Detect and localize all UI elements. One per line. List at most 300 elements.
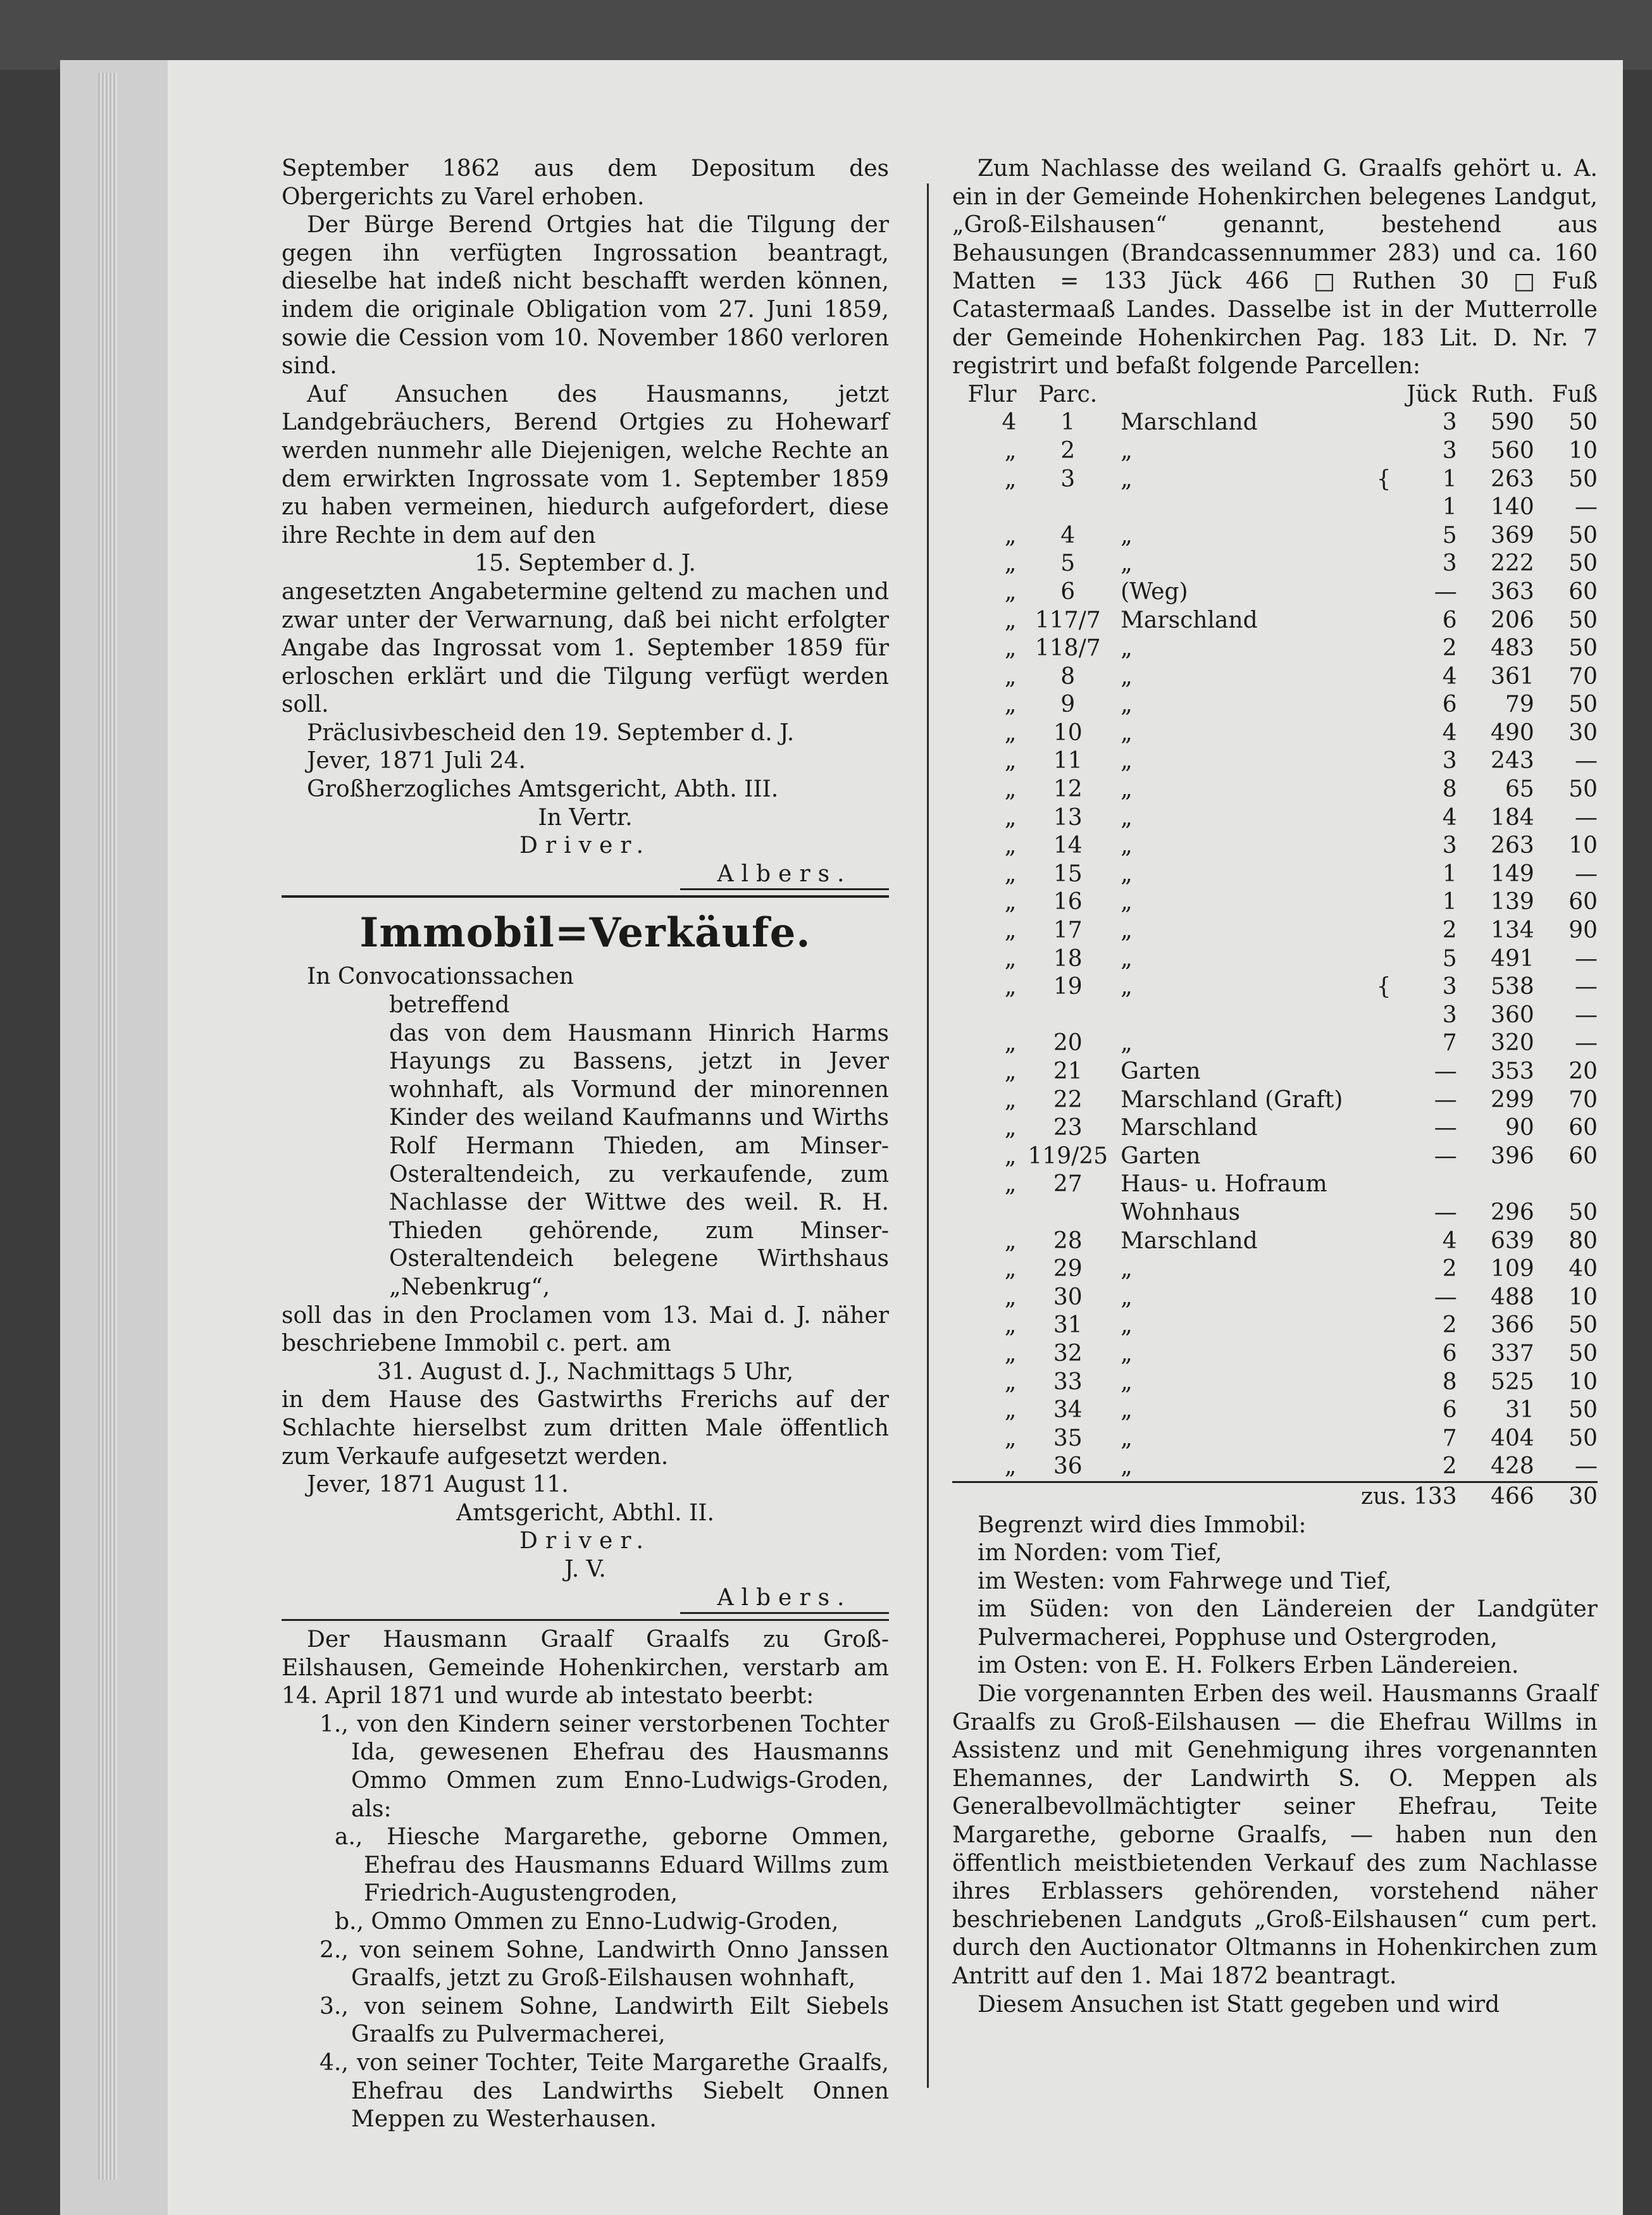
cell-fuss: 10 — [1568, 1284, 1598, 1310]
cell-ruth: 590 — [1491, 409, 1534, 436]
cell-parc: 18 — [1053, 945, 1083, 972]
cell-fuss: 10 — [1568, 437, 1598, 464]
cell-juck: 6 — [1442, 1340, 1457, 1367]
cell-fuss: — — [1575, 974, 1598, 1000]
cell-desc: „ — [1121, 889, 1133, 915]
cell-brace — [1361, 1453, 1407, 1482]
section-rule — [282, 1619, 889, 1621]
cell-desc: „ — [1121, 1453, 1133, 1480]
parcel-row — [952, 917, 1598, 945]
cell-brace — [1361, 663, 1407, 692]
cell-fuss: 10 — [1568, 833, 1598, 859]
cell-flur: „ — [1004, 776, 1017, 803]
deadline-date: 15. September d. J. — [475, 550, 696, 577]
parcel-row — [952, 973, 1598, 1002]
cell-parc: 31 — [1053, 1312, 1083, 1339]
cell-brace: { — [1376, 974, 1391, 1000]
parcel-table-header — [952, 381, 1598, 409]
parcel-row — [952, 1029, 1598, 1058]
cell-desc: „ — [1121, 1340, 1133, 1367]
text-para: Der Bürge Berend Ortgies hat die Tilgung der gegen ihn verfügten Ingrossation beantragt, dieselbe hat indeß nicht beschafft werden können, indem die originale Obligation vom 27. Juni 1859, sowie die Cession vom 10. November 1860 verloren sind. — [282, 212, 889, 380]
cell-juck: 8 — [1442, 1368, 1457, 1395]
heir-item-number: 2., — [320, 1937, 349, 1963]
heirs-para: Die vorgenannten Erben des weil. Hausmanns Graalf Graalfs zu Groß-Eilshausen — die Ehefrau Willms in Assistenz und mit Genehmigung ihres vorgenannten Ehemannes, der Landwirth S. O. Meppen als Generalbevollmächtigter seiner Ehefrau, Teite Margarethe, geborne Graalfs, — haben nun den öffentlich meistbietenden Verkauf des zum Nachlasse ihres Erblassers gehörenden, vorstehend näher beschriebenen Landguts „Groß-Eilshausen“ cum pert. durch den Auctionator Oltmanns in Hohenkirchen zum Antritt auf den 1. Mai 1872 beantragt. — [952, 1681, 1598, 1989]
cell-fuss: 80 — [1568, 1227, 1598, 1254]
cell-fuss: 10 — [1568, 1368, 1598, 1395]
heir-item-text: Hiesche Margarethe, geborne Ommen, Ehefrau des Hausmanns Eduard Willms zum Friedrich-Augustengroden, — [364, 1824, 889, 1907]
cell-parc: 32 — [1053, 1340, 1083, 1367]
cell-ruth: 491 — [1491, 945, 1534, 972]
cell-parc — [1028, 1199, 1108, 1227]
parcel-row — [952, 1199, 1598, 1227]
cell-flur: „ — [1004, 692, 1017, 718]
text-para: Auf Ansuchen des Hausmanns, jetzt Landgebräuchers, Berend Ortgies zu Hohewarf werden nunmehr alle Diejenigen, welche Rechte an dem erwirkten Ingrossate vom 1. September 1859 zu haben vermeinen, hiedurch aufgefordert, diese ihre Rechte in dem auf den — [282, 381, 889, 549]
parcel-row — [952, 691, 1598, 719]
cell-brace — [1361, 409, 1407, 437]
parcel-row — [952, 1284, 1598, 1312]
cell-juck: 4 — [1442, 804, 1457, 831]
cell-desc: „ — [1121, 1256, 1133, 1282]
cell-ruth: 140 — [1491, 494, 1534, 521]
cell-brace — [1361, 1425, 1407, 1453]
cell-fuss: — — [1575, 1030, 1598, 1057]
cell-fuss: 50 — [1568, 1397, 1598, 1424]
page-edges — [98, 73, 117, 2180]
bound-south: im Süden: von den Ländereien der Landgüter Pulvermacherei, Popphuse und Ostergroden, — [978, 1596, 1598, 1651]
cell-parc: 21 — [1053, 1058, 1083, 1084]
cell-juck: 4 — [1442, 1227, 1457, 1254]
cell-ruth: 525 — [1491, 1368, 1534, 1395]
cell-flur: „ — [1004, 945, 1017, 972]
col-flur: Flur — [967, 381, 1017, 407]
cell-flur: „ — [1004, 1284, 1017, 1310]
parcel-row — [952, 1340, 1598, 1368]
cell-juck: 3 — [1442, 974, 1457, 1000]
cell-ruth: 263 — [1491, 833, 1534, 859]
cell-flur: „ — [1004, 1086, 1017, 1113]
cell-parc: 8 — [1060, 663, 1076, 690]
cell-ruth: 320 — [1491, 1030, 1534, 1057]
cell-desc — [1108, 493, 1361, 522]
heir-item-text: Ommo Ommen zu Enno-Ludwig-Groden, — [371, 1909, 839, 1935]
cell-flur: „ — [1004, 1227, 1017, 1254]
cell-ruth: 31 — [1505, 1397, 1534, 1424]
cell-desc: „ — [1121, 860, 1133, 887]
cell-ruth: 206 — [1491, 607, 1534, 633]
cell-flur: „ — [1004, 748, 1017, 774]
cell-ruth: 149 — [1491, 860, 1534, 887]
cell-ruth: 360 — [1491, 1002, 1534, 1028]
cell-fuss: 40 — [1568, 1256, 1598, 1282]
cell-fuss: 50 — [1568, 776, 1598, 803]
cell-juck: — — [1434, 1086, 1457, 1113]
cell-flur: „ — [1004, 466, 1017, 492]
parcel-row — [952, 466, 1598, 494]
cell-ruth: 90 — [1505, 1115, 1534, 1141]
cell-desc: „ — [1121, 1312, 1133, 1339]
cell-brace — [1361, 437, 1407, 466]
cell-juck: 1 — [1442, 889, 1457, 915]
heir-item-text: von seinem Sohne, Landwirth Onno Janssen Graalfs, jetzt zu Groß-Eilshausen wohnhaft, — [351, 1937, 889, 1992]
cell-brace — [1361, 888, 1407, 917]
cell-fuss: 50 — [1568, 466, 1598, 492]
sale-sig-driver: Driver. — [519, 1528, 651, 1554]
heir-item — [282, 1993, 889, 2049]
cell-juck: 8 — [1442, 776, 1457, 803]
cell-fuss: — — [1575, 860, 1598, 887]
cell-fuss: — — [1575, 945, 1598, 972]
parcel-row — [952, 860, 1598, 889]
parcel-row — [952, 832, 1598, 860]
cell-ruth: 296 — [1491, 1199, 1534, 1225]
parcel-row — [952, 1170, 1598, 1199]
cell-ruth: 222 — [1491, 550, 1534, 577]
parcel-row — [952, 1312, 1598, 1340]
cell-desc: „ — [1121, 974, 1133, 1000]
cell-brace — [1361, 917, 1407, 945]
signature-driver: Driver. — [519, 833, 651, 859]
cell-juck: 7 — [1442, 1425, 1457, 1451]
cell-desc: „ — [1121, 635, 1133, 662]
cell-desc: „ — [1121, 1425, 1133, 1451]
cell-brace — [1361, 1396, 1407, 1425]
cell-desc: „ — [1121, 1284, 1133, 1310]
cell-juck: — — [1434, 1199, 1457, 1225]
parcel-row — [952, 409, 1598, 437]
col-desc — [1108, 381, 1361, 409]
cell-fuss: 60 — [1568, 1115, 1598, 1141]
cell-desc: „ — [1121, 692, 1133, 718]
cell-parc: 20 — [1053, 1030, 1083, 1057]
col-parc: Parc. — [1038, 381, 1098, 407]
cell-juck: 2 — [1442, 1453, 1457, 1480]
cell-desc: Marschland — [1121, 1115, 1258, 1141]
cell-flur: 4 — [1002, 409, 1017, 436]
cell-parc: 36 — [1053, 1453, 1083, 1480]
cell-flur: „ — [1004, 1453, 1017, 1480]
cell-brace — [1361, 1368, 1407, 1397]
cell-ruth: 139 — [1491, 889, 1534, 915]
cell-brace — [1361, 1227, 1407, 1256]
cell-parc: 119/25 — [1028, 1143, 1109, 1169]
cell-desc: „ — [1121, 522, 1133, 549]
cell-desc: „ — [1121, 945, 1133, 972]
cell-parc: 17 — [1053, 917, 1083, 944]
parcel-total-row — [952, 1482, 1598, 1511]
cell-flur: „ — [1004, 804, 1017, 831]
heir-list — [282, 1711, 889, 2134]
parcel-row — [952, 776, 1598, 804]
cell-parc: 29 — [1053, 1256, 1083, 1282]
parcel-row — [952, 1453, 1598, 1482]
text-para: Präclusivbescheid den 19. September d. J. — [307, 719, 795, 746]
cell-fuss: — — [1575, 1002, 1598, 1028]
col-brace — [1361, 381, 1407, 409]
section-title: Immobil=Verkäufe. — [359, 909, 811, 957]
bound-north: im Norden: vom Tief, — [978, 1540, 1222, 1567]
cell-brace — [1361, 1255, 1407, 1284]
cell-ruth: 404 — [1491, 1425, 1534, 1451]
cell-flur: „ — [1004, 1058, 1017, 1084]
cell-flur: „ — [1004, 1030, 1017, 1057]
cell-parc: 33 — [1053, 1368, 1083, 1395]
cell-ruth: 184 — [1491, 804, 1534, 831]
cell-brace — [1361, 550, 1407, 578]
cell-parc — [1028, 493, 1108, 522]
cell-fuss: 30 — [1568, 719, 1598, 746]
cell-flur: „ — [1004, 860, 1017, 887]
parcel-row — [952, 1368, 1598, 1397]
cell-parc: 13 — [1053, 804, 1083, 831]
cell-desc: „ — [1121, 663, 1133, 690]
cell-brace — [1361, 578, 1407, 607]
cell-fuss: 50 — [1568, 550, 1598, 577]
cell-brace — [1361, 832, 1407, 860]
cell-flur: „ — [1004, 1425, 1017, 1451]
cell-juck: — — [1434, 1284, 1457, 1310]
cell-flur: „ — [1004, 1312, 1017, 1339]
cell-parc: 34 — [1053, 1397, 1083, 1424]
sale-sig-jv: J. V. — [564, 1556, 606, 1582]
cell-fuss — [1534, 1170, 1598, 1199]
parcel-row — [952, 1255, 1598, 1284]
heir-item-number: 1., — [320, 1711, 349, 1737]
cell-juck: 2 — [1442, 917, 1457, 944]
cell-fuss: 90 — [1568, 917, 1598, 944]
cell-fuss: 50 — [1568, 522, 1598, 549]
cell-parc: 27 — [1053, 1171, 1083, 1198]
cell-flur: „ — [1004, 522, 1017, 549]
sale-text2: in dem Hause des Gastwirths Frerichs auf der Schlachte hierselbst zum dritten Male öffentlich zum Verkaufe aufgesetzt werden. — [282, 1387, 889, 1470]
cell-brace — [1361, 1058, 1407, 1086]
cell-fuss: 50 — [1568, 1312, 1598, 1339]
total-fuss: 30 — [1534, 1482, 1598, 1511]
cell-fuss: 50 — [1568, 1340, 1598, 1367]
cell-brace — [1361, 1170, 1407, 1199]
cell-brace — [1361, 1086, 1407, 1115]
cell-flur — [952, 493, 1028, 522]
cell-brace — [1361, 1284, 1407, 1312]
sale-date: 31. August d. J., Nachmittags 5 Uhr, — [376, 1358, 794, 1385]
signature-note: In Vertr. — [538, 804, 633, 831]
cell-ruth: 538 — [1491, 974, 1534, 1000]
cell-ruth: 366 — [1491, 1312, 1534, 1339]
parcel-row — [952, 1002, 1598, 1030]
cell-flur: „ — [1004, 1115, 1017, 1141]
cell-juck: 3 — [1442, 550, 1457, 577]
cell-ruth: 488 — [1491, 1284, 1534, 1310]
cell-juck: 1 — [1442, 860, 1457, 887]
cell-juck: 4 — [1442, 719, 1457, 746]
parcel-row — [952, 607, 1598, 635]
cell-brace — [1361, 1199, 1407, 1227]
cell-parc: 16 — [1053, 889, 1083, 915]
sale-place: Jever, 1871 August 11. — [307, 1472, 569, 1498]
cell-parc: 12 — [1053, 776, 1083, 803]
cell-ruth: 134 — [1491, 917, 1534, 944]
cell-desc: „ — [1121, 719, 1133, 746]
cell-desc: „ — [1121, 437, 1133, 464]
heir-item — [282, 1823, 889, 1908]
cell-brace — [1361, 522, 1407, 550]
cell-fuss: — — [1575, 1453, 1598, 1480]
parcel-row — [952, 1143, 1598, 1171]
cell-flur: „ — [1004, 1143, 1017, 1169]
cell-brace — [1361, 1312, 1407, 1340]
parcel-row — [952, 1227, 1598, 1256]
cell-desc: „ — [1121, 917, 1133, 944]
cell-parc: 15 — [1053, 860, 1083, 887]
bound-east: im Osten: von E. H. Folkers Erben Ländereien. — [978, 1653, 1519, 1679]
cell-brace — [1361, 493, 1407, 522]
cell-ruth: 109 — [1491, 1256, 1534, 1282]
cell-brace — [1361, 1340, 1407, 1368]
parcel-row — [952, 1086, 1598, 1115]
cell-juck: 3 — [1442, 437, 1457, 464]
cell-desc: „ — [1121, 1368, 1133, 1395]
parcel-row — [952, 719, 1598, 748]
cell-parc: 10 — [1053, 719, 1083, 746]
cell-flur: „ — [1004, 635, 1017, 662]
cell-parc: 3 — [1060, 466, 1076, 492]
cell-brace — [1361, 691, 1407, 719]
cell-brace — [1361, 607, 1407, 635]
cell-ruth: 560 — [1491, 437, 1534, 464]
cell-parc: 11 — [1053, 748, 1083, 774]
cell-flur: „ — [1004, 1256, 1017, 1282]
cell-desc: Wohnhaus — [1121, 1199, 1240, 1225]
cell-brace — [1361, 804, 1407, 833]
sale-body: das von dem Hausmann Hinrich Harms Hayungs zu Bassens, jetzt in Jever wohnhaft, als Vormund der minorennen Kinder des weiland Kaufmanns und Wirths Rolf Hermann Thieden, am Minser-Osteraltendeich, zu verkaufende, zum Nachlasse der Wittwe des weil. R. H. Thieden gehörende, zum Minser-Osteraltendeich belegene Wirthshaus „Nebenkrug“, — [389, 1020, 889, 1300]
cell-flur: „ — [1004, 1340, 1017, 1367]
cell-fuss: 60 — [1568, 578, 1598, 605]
parcel-row — [952, 1396, 1598, 1425]
cell-juck: 5 — [1442, 945, 1457, 972]
left-column — [282, 155, 889, 2134]
sale-text: soll das in den Proclamen vom 13. Mai d. J. näher beschriebene Immobil c. pert. am — [282, 1302, 889, 1357]
cell-ruth: 353 — [1491, 1058, 1534, 1084]
cell-ruth: 263 — [1491, 466, 1534, 492]
cell-fuss: — — [1575, 494, 1598, 521]
cell-juck: 3 — [1442, 1002, 1457, 1028]
cell-ruth: 361 — [1491, 663, 1534, 690]
estate-intro: Zum Nachlasse des weiland G. Graalfs gehört u. A. ein in der Gemeinde Hohenkirchen belegenes Landgut, „Groß-Eilshausen“ genannt, bestehend aus Behausungen (Brandcassennummer 283) und ca. 160 Matten = 133 Jück 466 □Ruthen 30 □Fuß Catastermaaß Landes. Dasselbe ist in der Mutterrolle der Gemeinde Hohenkirchen Pag. 183 Lit. D. Nr. 7 registrirt und befaßt folgende Parcellen: — [952, 156, 1598, 380]
col-ruth: Ruth. — [1471, 381, 1534, 407]
cell-parc: 9 — [1060, 692, 1076, 718]
parcel-row — [952, 663, 1598, 692]
cell-juck: 2 — [1442, 1312, 1457, 1339]
cell-juck: — — [1434, 1058, 1457, 1084]
cell-desc: „ — [1121, 804, 1133, 831]
heir-item — [282, 2049, 889, 2134]
cell-fuss: 20 — [1568, 1058, 1598, 1084]
column-divider — [927, 183, 929, 2088]
cell-brace — [1361, 1143, 1407, 1171]
cell-desc: „ — [1121, 550, 1133, 577]
col-juck: Jück — [1407, 381, 1457, 407]
cell-desc: Marschland — [1121, 409, 1258, 436]
parcel-row — [952, 1114, 1598, 1143]
cell-flur: „ — [1004, 719, 1017, 746]
cell-juck: — — [1434, 1115, 1457, 1141]
cell-desc: Marschland — [1121, 607, 1258, 633]
text-para: September 1862 aus dem Depositum des Obergerichts zu Varel erhoben. — [282, 156, 889, 210]
cell-fuss: 50 — [1568, 692, 1598, 718]
cell-flur: „ — [1004, 974, 1017, 1000]
cell-desc: „ — [1121, 776, 1133, 803]
cell-fuss: — — [1575, 748, 1598, 774]
cell-ruth: 396 — [1491, 1143, 1534, 1169]
heir-item-number: b., — [335, 1909, 364, 1935]
cell-brace — [1361, 719, 1407, 748]
place-date: Jever, 1871 Juli 24. — [307, 748, 526, 774]
cell-juck: 3 — [1442, 748, 1457, 774]
parcel-row — [952, 1058, 1598, 1086]
cell-juck: 7 — [1442, 1030, 1457, 1057]
heir-item-number: a., — [335, 1824, 363, 1851]
cell-fuss: 50 — [1568, 409, 1598, 436]
cell-juck: 6 — [1442, 607, 1457, 633]
total-juck: 133 — [1407, 1482, 1457, 1511]
cell-flur — [952, 1199, 1028, 1227]
cell-desc: Haus- u. Hofraum — [1121, 1171, 1327, 1198]
last-line: Diesem Ansuchen ist Statt gegeben und wird — [978, 1991, 1500, 2018]
cell-brace — [1361, 860, 1407, 889]
cell-parc: 5 — [1060, 550, 1076, 577]
bounded-heading: Begrenzt wird dies Immobil: — [978, 1511, 1307, 1538]
cell-ruth: 337 — [1491, 1340, 1534, 1367]
cell-fuss: 60 — [1568, 1143, 1598, 1169]
cell-juck: 4 — [1442, 663, 1457, 690]
cell-brace — [1361, 776, 1407, 804]
signature-albers: Albers. — [680, 860, 889, 891]
parcel-row — [952, 437, 1598, 466]
sale-court: Amtsgericht, Abthl. II. — [456, 1499, 714, 1526]
heir-item-number: 3., — [320, 1993, 349, 2020]
cell-juck: 5 — [1442, 522, 1457, 549]
cell-juck: 3 — [1442, 833, 1457, 859]
cell-parc: 117/7 — [1034, 607, 1101, 633]
parcel-row — [952, 1425, 1598, 1453]
cell-parc: 28 — [1053, 1227, 1083, 1254]
parcel-row — [952, 550, 1598, 578]
cell-flur: „ — [1004, 578, 1017, 605]
graalfs-intro: Der Hausmann Graalf Graalfs zu Groß-Eilshausen, Gemeinde Hohenkirchen, verstarb am 14. April 1871 und wurde ab intestato beerbt: — [282, 1627, 889, 1709]
cell-brace: { — [1376, 466, 1391, 492]
parcel-row — [952, 945, 1598, 974]
scan-top-border — [0, 0, 1652, 70]
heir-item-text: von seinem Sohne, Landwirth Eilt Siebels Graalfs zu Pulvermacherei, — [351, 1993, 889, 2048]
newspaper-page — [168, 60, 1623, 2215]
parcel-row — [952, 578, 1598, 607]
cell-juck: 2 — [1442, 1256, 1457, 1282]
parcel-row — [952, 493, 1598, 522]
cell-desc: „ — [1121, 1030, 1133, 1057]
cell-flur: „ — [1004, 1368, 1017, 1395]
cell-fuss: 70 — [1568, 663, 1598, 690]
cell-juck: 2 — [1442, 635, 1457, 662]
cell-flur: „ — [1004, 1171, 1017, 1198]
cell-juck: 3 — [1442, 409, 1457, 436]
cell-ruth — [1457, 1170, 1534, 1199]
cell-juck: — — [1434, 578, 1457, 605]
cell-desc: (Weg) — [1121, 578, 1188, 605]
cell-flur: „ — [1004, 550, 1017, 577]
cell-parc: 22 — [1053, 1086, 1083, 1113]
cell-brace — [1361, 635, 1407, 663]
cell-juck: 1 — [1442, 466, 1457, 492]
cell-flur: „ — [1004, 1397, 1017, 1424]
